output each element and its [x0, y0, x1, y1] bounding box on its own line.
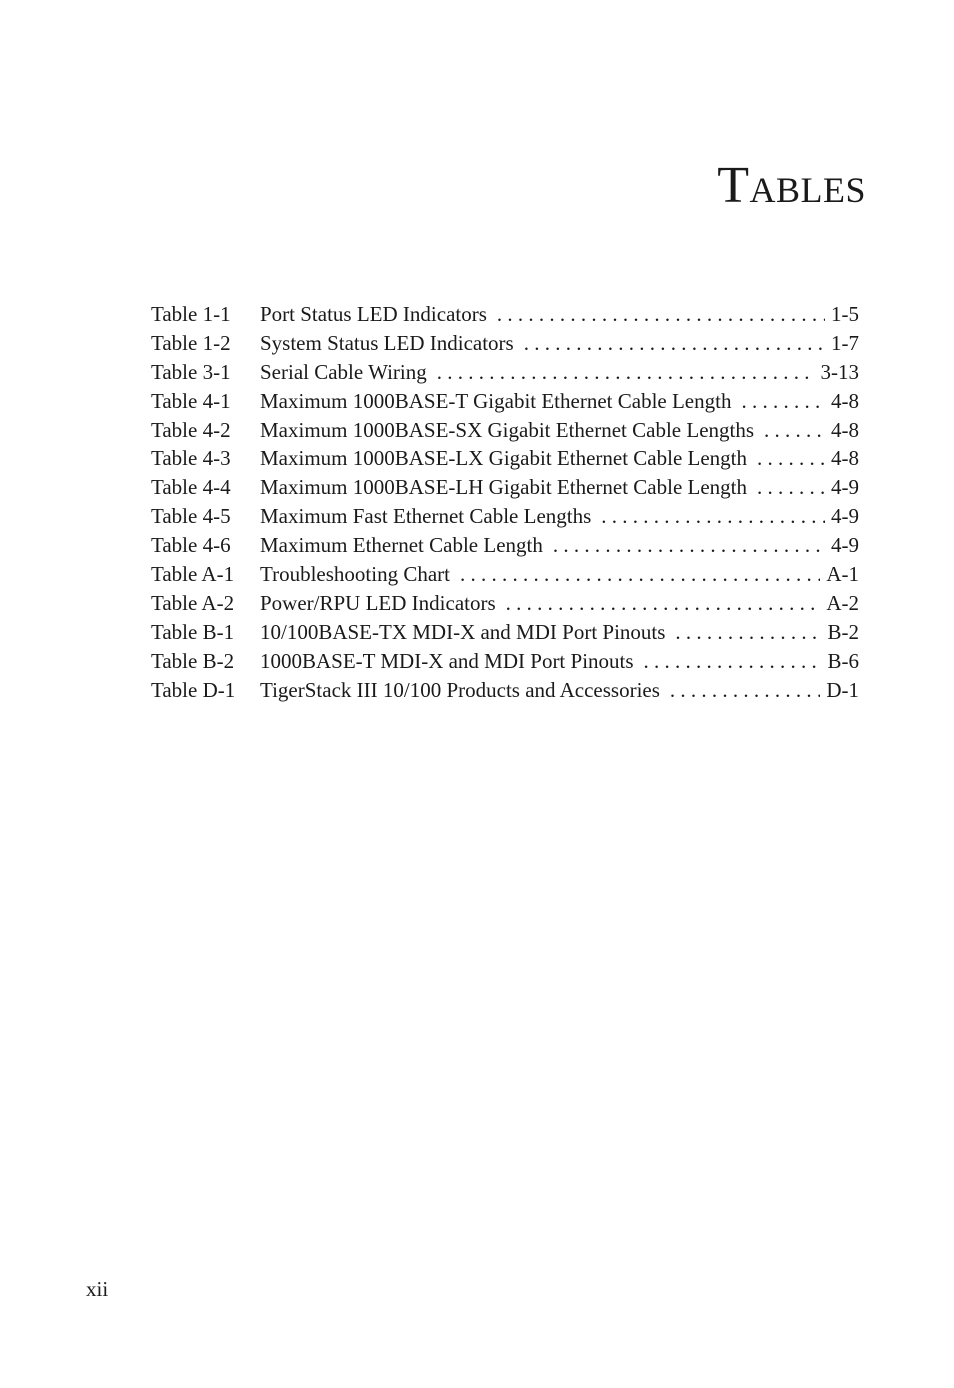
toc-entry-number: Table 1-2 — [151, 330, 231, 355]
toc-entry-number: Table 4-3 — [151, 446, 231, 471]
toc-dot-leader — [460, 560, 820, 589]
toc-entry-number: Table 4-1 — [151, 388, 231, 413]
toc-entry[interactable] — [151, 618, 859, 647]
toc-dot-leader — [764, 416, 825, 445]
toc-entry[interactable] — [151, 647, 859, 676]
toc-entry-page: 3-13 — [820, 359, 859, 384]
toc-entry[interactable] — [151, 358, 859, 387]
toc-entry-title: Port Status LED Indicators — [260, 302, 487, 326]
toc-entry-number: Table 4-6 — [151, 533, 231, 558]
toc-entry-number: Table B-1 — [151, 619, 235, 644]
toc-entry[interactable] — [151, 329, 859, 358]
toc-entry-page: 4-8 — [831, 446, 859, 471]
toc-dot-leader — [741, 387, 825, 416]
toc-entry-page: B-2 — [827, 619, 859, 644]
toc-entry[interactable] — [151, 444, 859, 473]
toc-entry-number: Table A-1 — [151, 562, 235, 587]
toc-dot-leader — [437, 358, 815, 387]
toc-entry-page: D-1 — [826, 677, 859, 702]
toc-dot-leader — [644, 647, 822, 676]
toc-entry-title: System Status LED Indicators — [260, 330, 514, 355]
toc-entry-title: Maximum 1000BASE-LX Gigabit Ethernet Cable Length — [260, 446, 747, 471]
toc-entry[interactable] — [151, 416, 859, 445]
toc-dot-leader — [601, 502, 825, 531]
toc-entry-number: Table 1-1 — [151, 302, 231, 326]
toc-dot-leader — [757, 473, 825, 502]
toc-dot-leader — [757, 444, 825, 473]
toc-dot-leader — [524, 329, 825, 358]
toc-entry[interactable] — [151, 473, 859, 502]
toc-entry-page: 4-9 — [831, 475, 859, 500]
toc-entry[interactable] — [151, 387, 859, 416]
toc-entry-page: 4-9 — [831, 533, 859, 558]
toc-entry-page: A-1 — [826, 562, 859, 587]
toc-entry-number: Table 4-4 — [151, 475, 231, 500]
toc-entry[interactable] — [151, 676, 859, 705]
toc-entry-number: Table 4-5 — [151, 504, 231, 529]
toc-entry[interactable] — [151, 300, 859, 329]
toc-entry-title: Maximum 1000BASE-T Gigabit Ethernet Cable Length — [260, 388, 732, 413]
toc-dot-leader — [497, 300, 825, 329]
page-number: xii — [86, 1277, 109, 1301]
toc-entry-page: 4-8 — [831, 388, 859, 413]
list-of-tables — [151, 300, 859, 704]
toc-entry-page: B-6 — [827, 648, 859, 673]
toc-entry-number: Table B-2 — [151, 648, 235, 673]
toc-entry[interactable] — [151, 502, 859, 531]
toc-entry-number: Table A-2 — [151, 590, 235, 615]
toc-entry-title: Maximum Ethernet Cable Length — [260, 533, 543, 558]
toc-entry-title: 1000BASE-T MDI-X and MDI Port Pinouts — [260, 648, 634, 673]
toc-entry-title: Serial Cable Wiring — [260, 359, 427, 384]
toc-dot-leader — [675, 618, 821, 647]
toc-entry-title: Troubleshooting Chart — [260, 562, 450, 587]
toc-dot-leader — [553, 531, 825, 560]
toc-entry-page: A-2 — [826, 590, 859, 615]
page-title: Tables — [717, 157, 866, 214]
toc-entry-page: 1-5 — [831, 302, 859, 326]
toc-entry-title: TigerStack III 10/100 Products and Accessories — [260, 677, 660, 702]
toc-entry-title: Power/RPU LED Indicators — [260, 590, 496, 615]
toc-entry-title: Maximum Fast Ethernet Cable Lengths — [260, 504, 592, 529]
toc-entry-number: Table 3-1 — [151, 359, 231, 384]
toc-entry-title: Maximum 1000BASE-LH Gigabit Ethernet Cable Length — [260, 475, 747, 500]
toc-entry-title: 10/100BASE-TX MDI-X and MDI Port Pinouts — [260, 619, 666, 644]
toc-entry[interactable] — [151, 560, 859, 589]
toc-dot-leader — [670, 676, 820, 705]
toc-entry-number: Table 4-2 — [151, 417, 231, 442]
toc-entry[interactable] — [151, 589, 859, 618]
toc-entry-page: 4-8 — [831, 417, 859, 442]
toc-dot-leader — [506, 589, 821, 618]
toc-entry[interactable] — [151, 531, 859, 560]
toc-entry-title: Maximum 1000BASE-SX Gigabit Ethernet Cable Lengths — [260, 417, 755, 442]
toc-entry-number: Table D-1 — [151, 677, 236, 702]
toc-entry-page: 1-7 — [831, 330, 859, 355]
toc-entry-page: 4-9 — [831, 504, 859, 529]
